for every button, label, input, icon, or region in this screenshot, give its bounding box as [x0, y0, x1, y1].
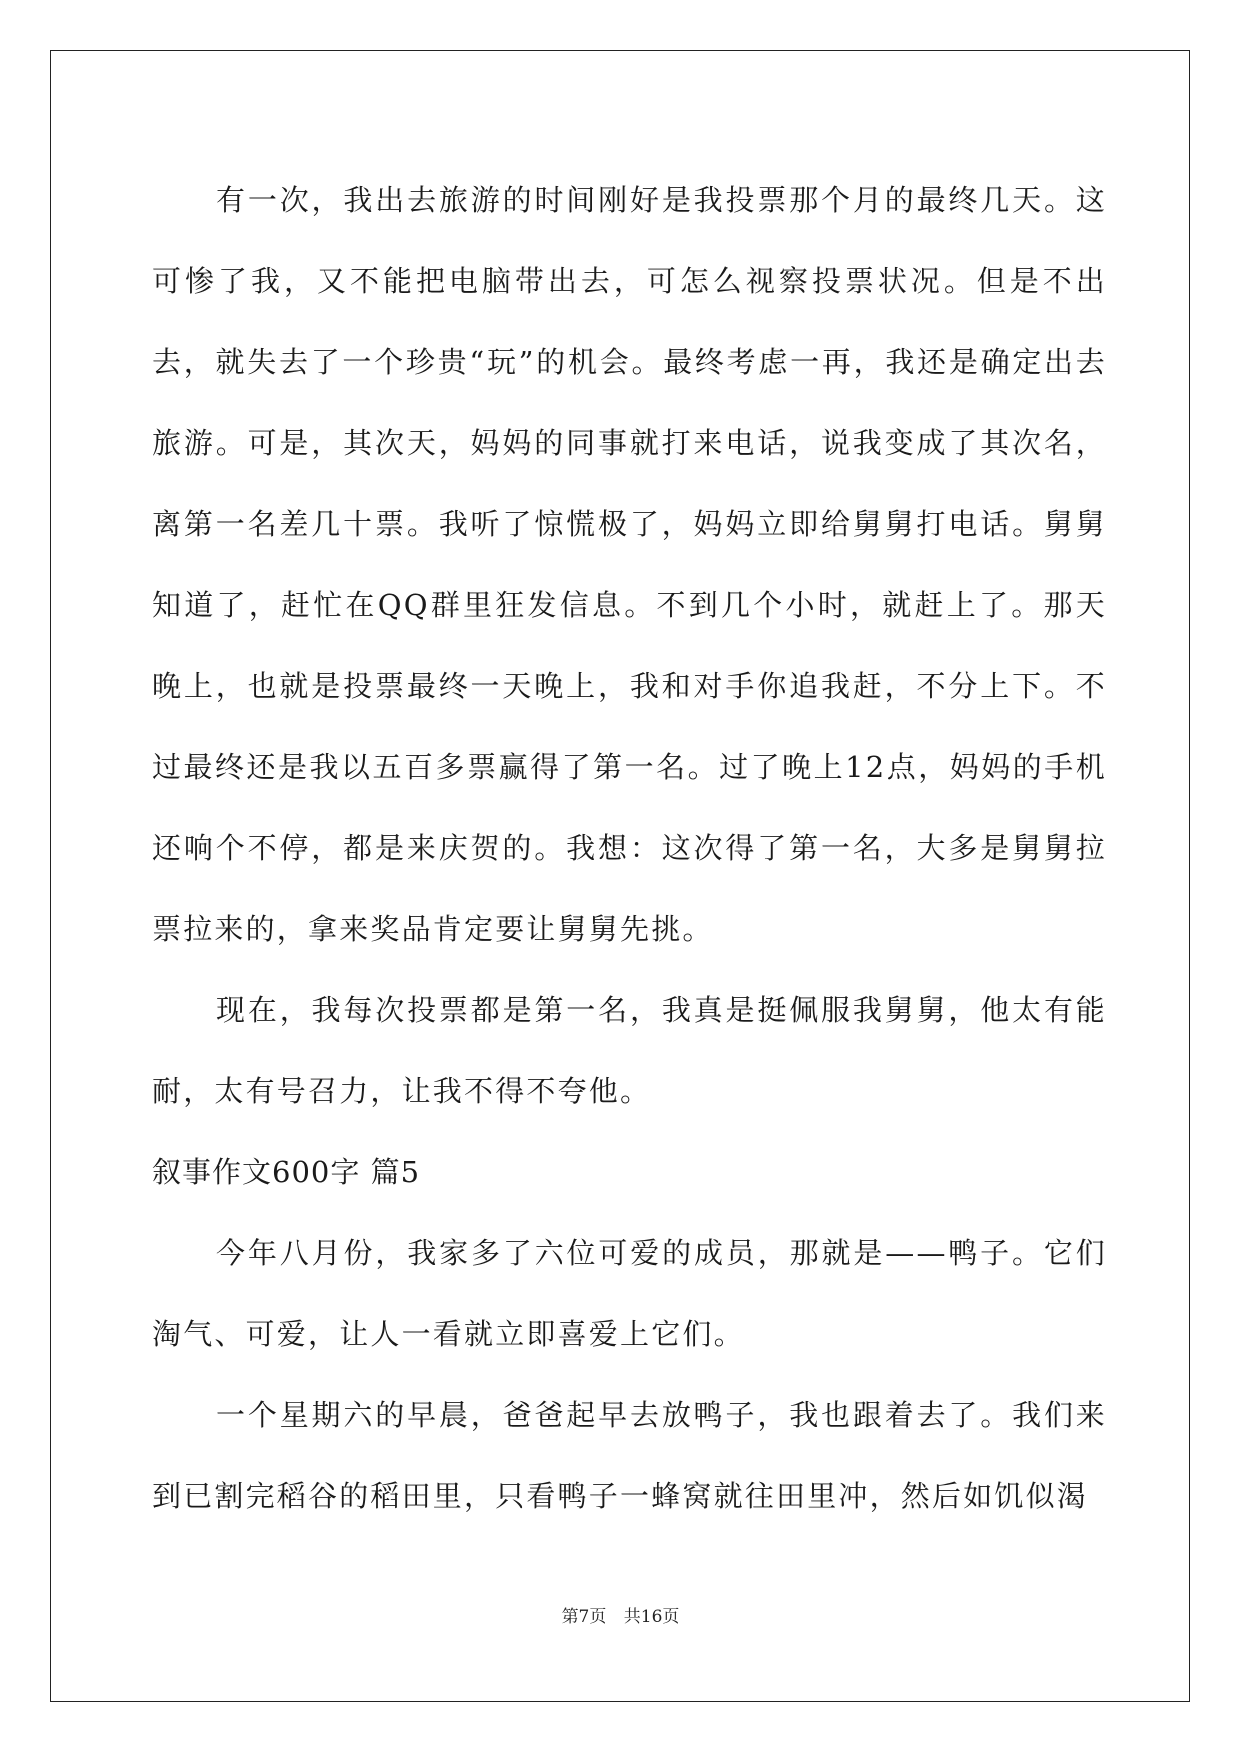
- page-number: 第7页: [561, 1607, 607, 1627]
- paragraph-ducks-intro: 今年八月份，我家多了六位可爱的成员，那就是——鸭子。它们淘气、可爱，让人一看就立即喜爱上它们。: [152, 1236, 1107, 1351]
- paragraph-voting-trip: 有一次，我出去旅游的时间刚好是我投票那个月的最终几天。这可惨了我，又不能把电脑带出去，可怎么视察投票状况。但是不出去，就失去了一个珍贵“玩”的机会。最终考虑一再，我还是确定出去旅游。可是，其次天，妈妈的同事就打来电话，说我变成了其次名，离第一名差几十票。我听了惊慌极了，妈妈立即给舅舅打电话。舅舅知道了，赶忙在QQ群里狂发信息。不到几个小时，就赶上了。那天晚上，也就是投票最终一天晚上，我和对手你追我赶，不分上下。不过最终还是我以五百多票赢得了第一名。过了晚上12点，妈妈的手机还响个不停，都是来庆贺的。我想：这次得了第一名，大多是舅舅拉票拉来的，拿来奖品肯定要让舅舅先挑。: [152, 183, 1107, 946]
- page-footer: [0, 1602, 1241, 1627]
- page-total: 共16页: [623, 1607, 680, 1627]
- paragraph-ducks-saturday: 一个星期六的早晨，爸爸起早去放鸭子，我也跟着去了。我们来到已割完稻谷的稻田里，只看鸭子一蜂窝就往田里冲，然后如饥似渴: [152, 1398, 1107, 1513]
- paragraph-uncle-praise: 现在，我每次投票都是第一名，我真是挺佩服我舅舅，他太有能耐，太有号召力，让我不得不夸他。: [152, 993, 1107, 1108]
- section-heading: 叙事作文600字 篇5: [152, 1155, 421, 1189]
- document-body: [152, 160, 1107, 1537]
